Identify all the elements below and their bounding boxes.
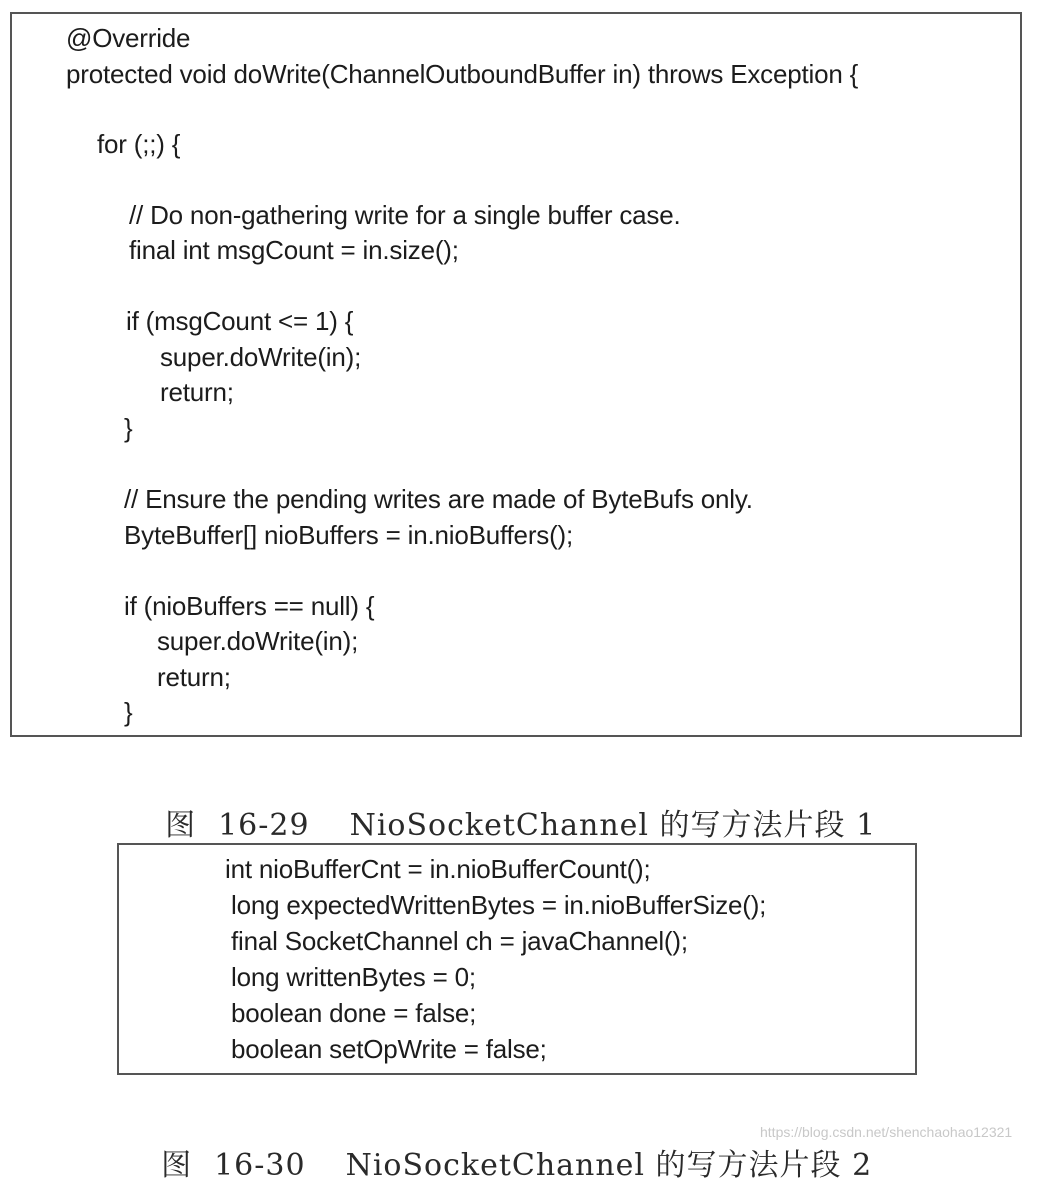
code-line: final int msgCount = in.size(); — [129, 235, 459, 265]
code-line: } — [124, 413, 133, 443]
code-line: final SocketChannel ch = javaChannel(); — [231, 926, 688, 956]
code-line: if (msgCount <= 1) { — [126, 306, 354, 336]
code-line: protected void doWrite(ChannelOutboundBuffer in) throws Exception { — [66, 59, 859, 89]
code-line: @Override — [66, 23, 191, 53]
caption-label: 图 — [165, 808, 197, 843]
code-line: long expectedWrittenBytes = in.nioBufferSize(); — [231, 890, 767, 920]
code-line: for (;;) { — [97, 129, 181, 159]
caption-number: 16-29 — [218, 808, 310, 843]
caption-text: NioSocketChannel 的写方法片段 2 — [345, 1148, 873, 1183]
caption-text: NioSocketChannel 的写方法片段 1 — [349, 808, 877, 843]
code-line: boolean setOpWrite = false; — [231, 1034, 547, 1064]
code-line: return; — [157, 662, 231, 692]
figure-caption-1 — [144, 772, 876, 844]
code-line: // Ensure the pending writes are made of ByteBufs only. — [124, 484, 753, 514]
code-line: // Do non-gathering write for a single buffer case. — [129, 200, 681, 230]
code-line: } — [124, 697, 133, 727]
code-line: return; — [160, 377, 234, 407]
figure-caption-2 — [140, 1112, 872, 1184]
code-line: if (nioBuffers == null) { — [124, 591, 375, 621]
code-line: super.doWrite(in); — [160, 342, 362, 372]
watermark-url: https://blog.csdn.net/shenchaohao12321 — [760, 1124, 1013, 1140]
code-line: ByteBuffer[] nioBuffers = in.nioBuffers(); — [124, 520, 574, 550]
code-line: long writtenBytes = 0; — [231, 962, 476, 992]
caption-label: 图 — [161, 1148, 193, 1183]
caption-number: 16-30 — [214, 1148, 306, 1183]
code-line: int nioBufferCnt = in.nioBufferCount(); — [225, 854, 651, 884]
code-line: super.doWrite(in); — [157, 626, 359, 656]
code-line: boolean done = false; — [231, 998, 477, 1028]
